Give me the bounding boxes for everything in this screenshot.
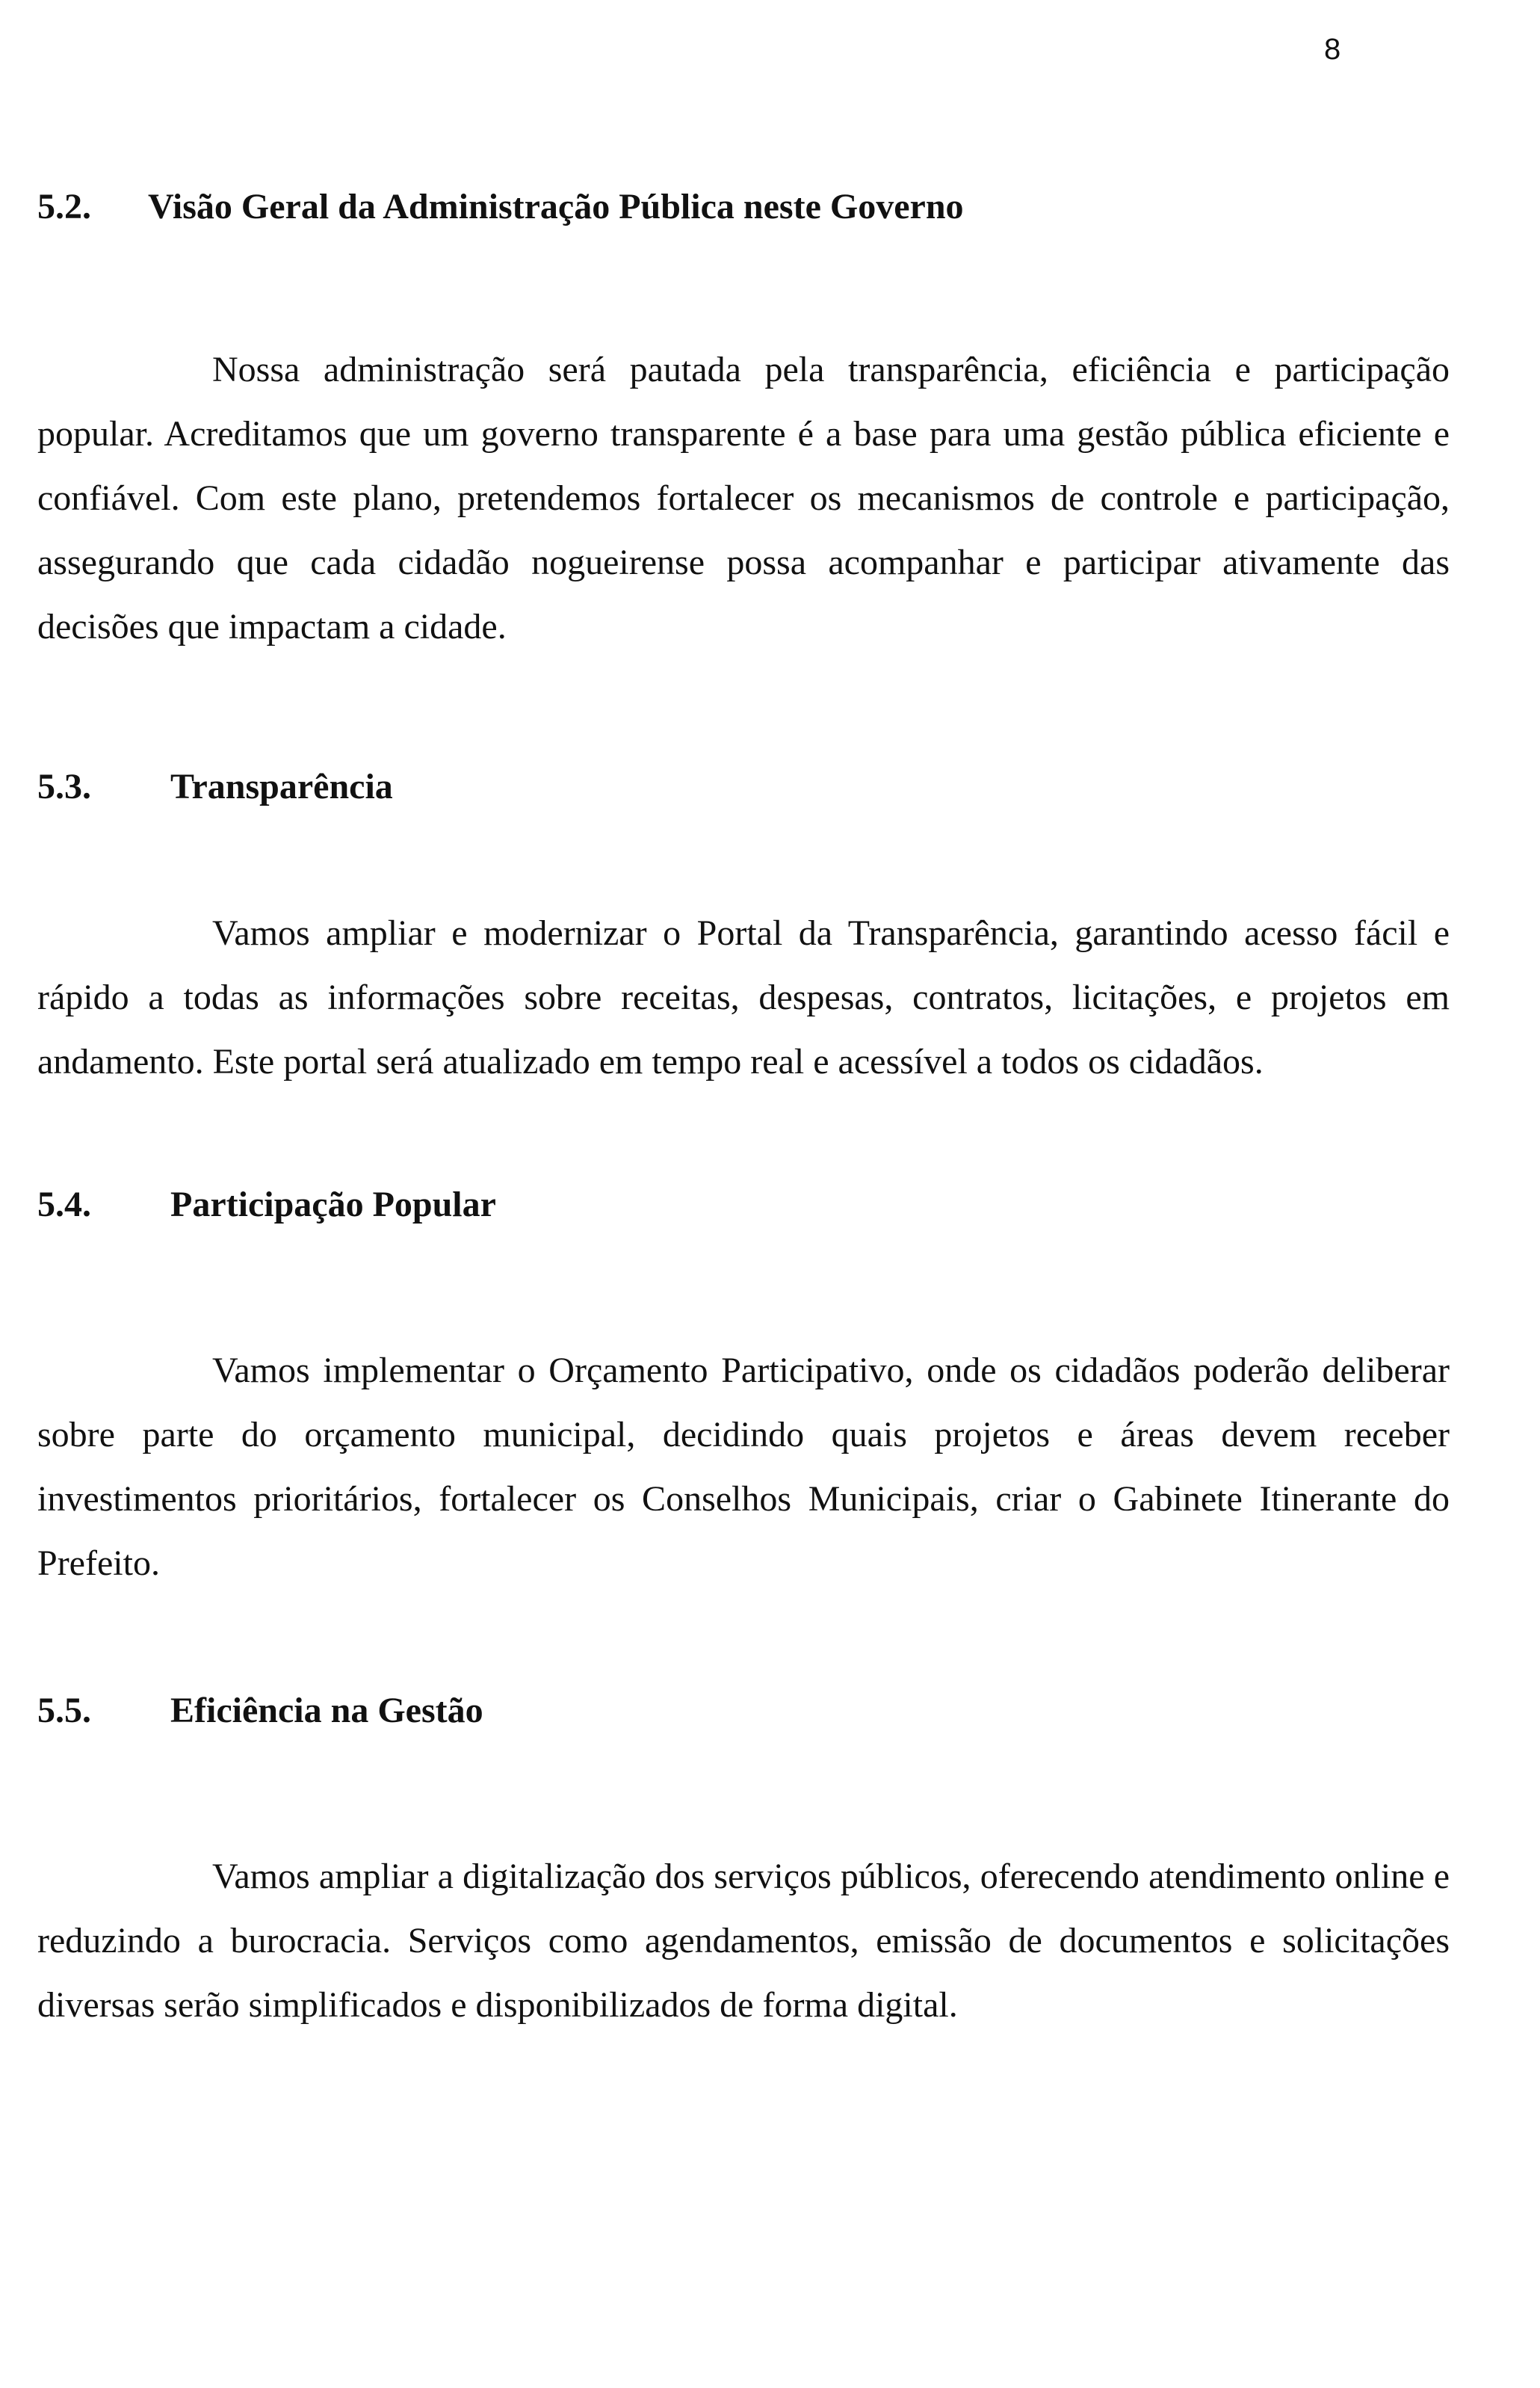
section-5-2 xyxy=(37,185,1450,659)
section-heading xyxy=(37,765,1450,809)
section-heading xyxy=(37,1689,1450,1733)
section-title: Transparência xyxy=(170,767,393,806)
section-5-3 xyxy=(37,765,1450,1094)
section-title: Participação Popular xyxy=(170,1185,496,1224)
page-number: 8 xyxy=(1324,33,1341,66)
section-title: Eficiência na Gestão xyxy=(170,1691,483,1730)
section-paragraph: Nossa administração será pautada pela transparência, eficiência e participação popular. Acreditamos que um governo transparente é a base para uma gestão pública eficiente e confiável. Com este plano, pretendemos fortalecer os mecanismos de controle e participação, assegurando que cada cidadão nogueirense possa acompanhar e participar ativamente das decisões que impactam a cidade. xyxy=(37,349,1450,647)
section-paragraph: Vamos ampliar a digitalização dos serviços públicos, oferecendo atendimento online e reduzindo a burocracia. Serviços como agendamentos, emissão de documentos e solicitações diversas serão simplificados e disponibilizados de forma digital. xyxy=(37,1856,1450,2025)
section-5-5 xyxy=(37,1689,1450,2037)
section-number: 5.5. xyxy=(37,1691,91,1730)
section-title: Visão Geral da Administração Pública neste Governo xyxy=(148,187,964,226)
section-number: 5.4. xyxy=(37,1185,91,1224)
section-heading xyxy=(37,1183,1450,1227)
section-paragraph: Vamos ampliar e modernizar o Portal da Transparência, garantindo acesso fácil e rápido a todas as informações sobre receitas, despesas, contratos, licitações, e projetos em andamento. Este portal será atualizado em tempo real e acessível a todos os cidadãos. xyxy=(37,913,1450,1082)
section-number: 5.2. xyxy=(37,187,91,226)
section-number: 5.3. xyxy=(37,767,91,806)
section-paragraph: Vamos implementar o Orçamento Participativo, onde os cidadãos poderão deliberar sobre parte do orçamento municipal, decidindo quais projetos e áreas devem receber investimentos prioritários, fortalecer os Conselhos Municipais, criar o Gabinete Itinerante do Prefeito. xyxy=(37,1350,1450,1583)
section-5-4 xyxy=(37,1183,1450,1596)
section-heading xyxy=(37,185,1450,229)
